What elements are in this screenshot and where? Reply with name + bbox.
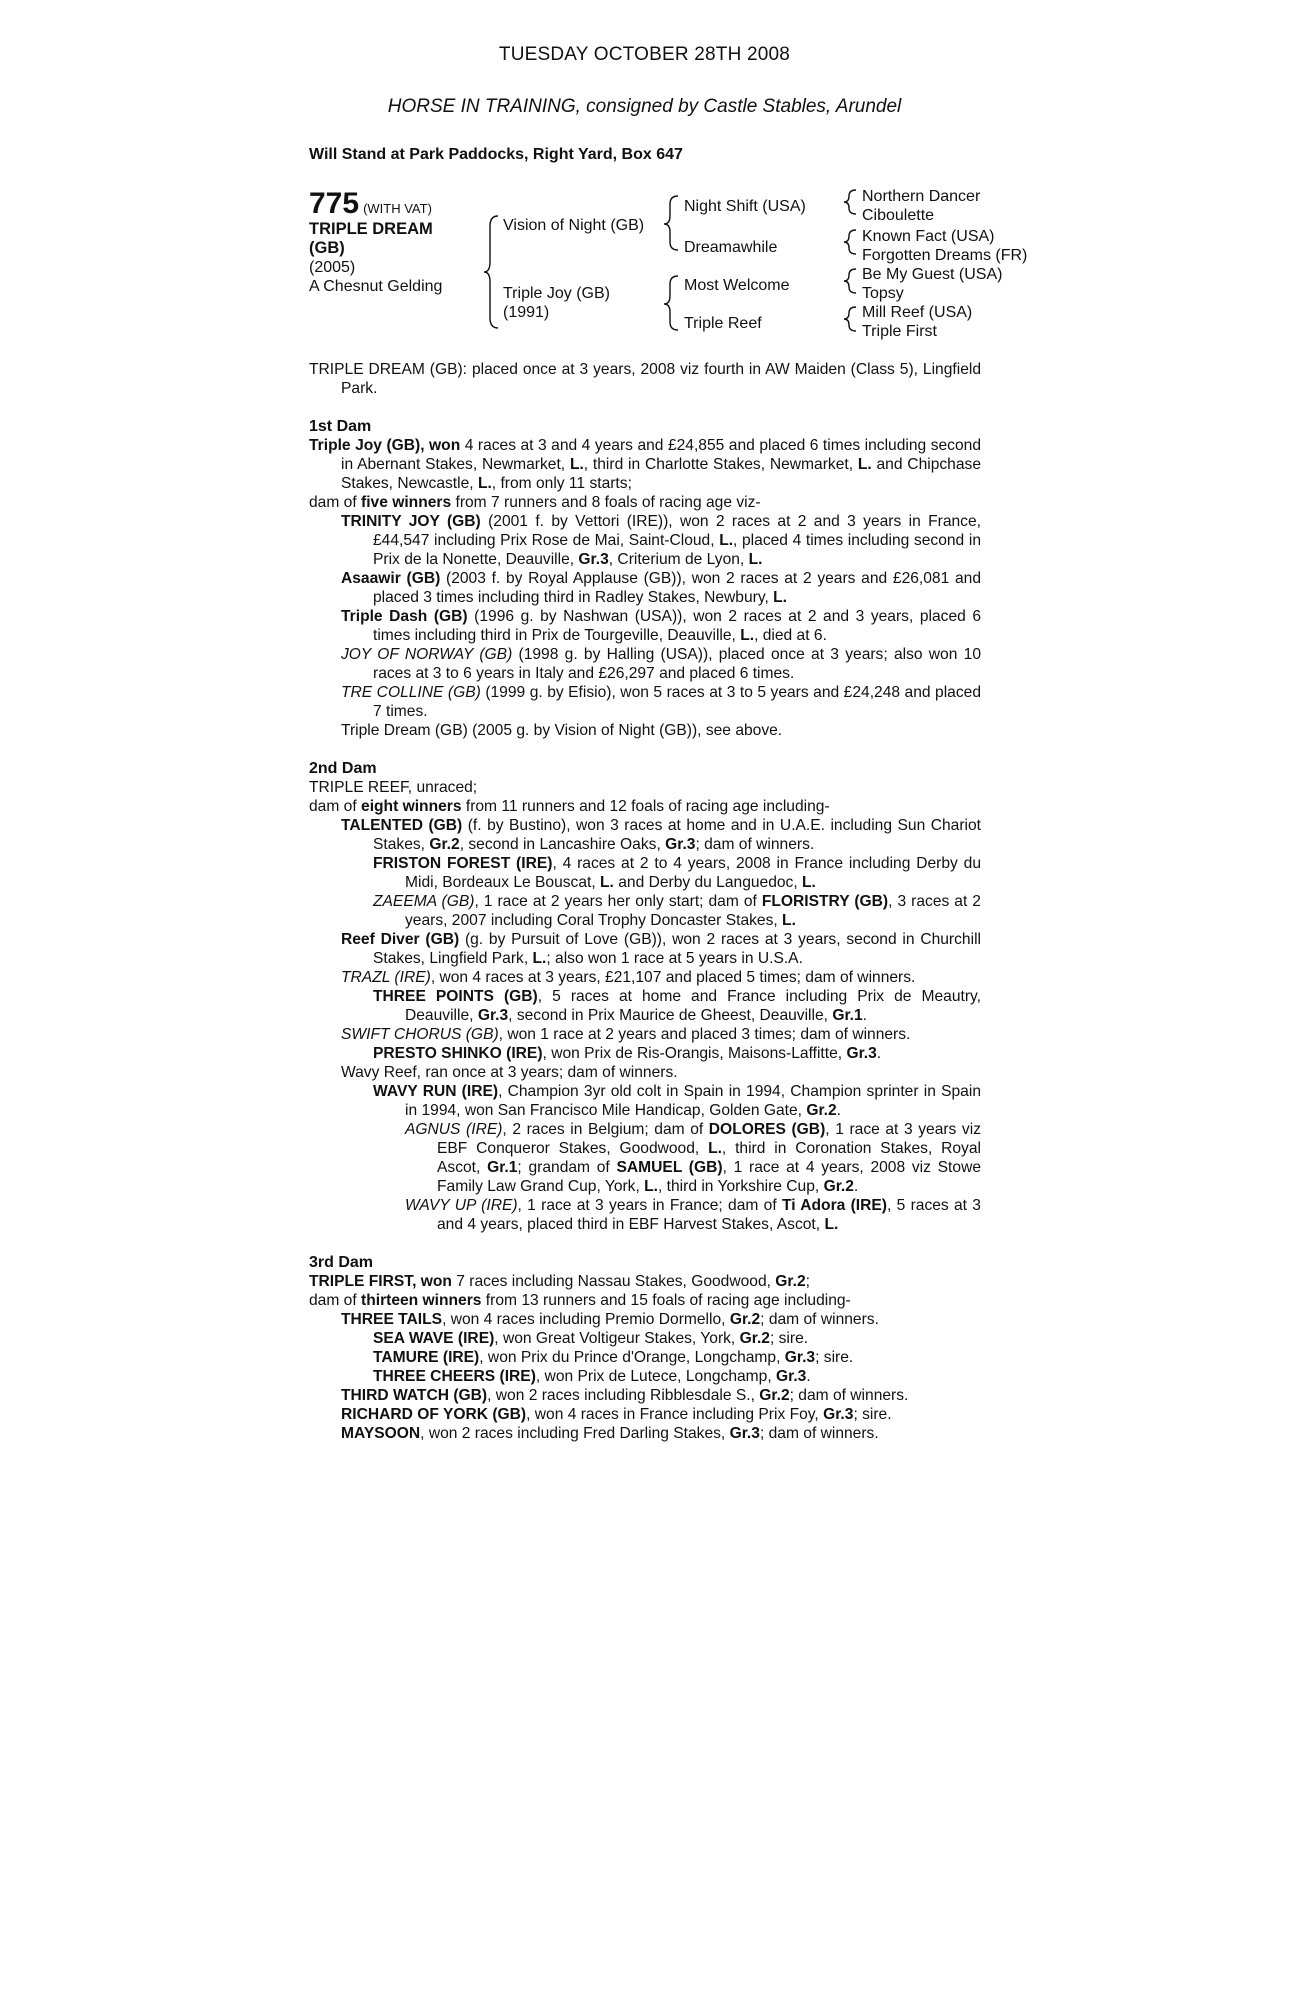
pedigree-g3-4: Forgotten Dreams (FR) (862, 247, 1028, 264)
produce-entry: ZAEEMA (GB), 1 race at 2 years her only start; dam of FLORISTRY (GB), 3 races at 2 years, 2007 including Coral Trophy Doncaster Stakes, L. (373, 893, 981, 929)
pedigree-sire: Vision of Night (GB) (503, 217, 645, 234)
pedigree-dam: Triple Joy (GB) (503, 285, 610, 302)
sale-date: TUESDAY OCTOBER 28TH 2008 (498, 44, 791, 65)
produce-entry: JOY OF NORWAY (GB) (1998 g. by Halling (USA)), placed once at 3 years; also won 10 races at 3 to 6 years in Italy and £26,297 and placed 6 times. (341, 646, 982, 682)
pedigree-g3-8: Triple First (862, 323, 937, 340)
pedigree-sire-sire: Night Shift (USA) (684, 198, 806, 215)
produce-entry: TRE COLLINE (GB) (1999 g. by Efisio), won 5 races at 3 to 5 years and £24,248 and placed 7 times. (341, 684, 981, 720)
pedigree-g3-2: Ciboulette (862, 207, 935, 224)
third-dam-produce-summary: dam of thirteen winners from 13 runners and 15 foals of racing age including- (309, 1292, 851, 1309)
produce-entry: PRESTO SHINKO (IRE), won Prix de Ris-Orangis, Maisons-Laffitte, Gr.3. (373, 1045, 882, 1062)
third-dam-heading: 3rd Dam (309, 1254, 374, 1271)
horse-name-suffix: (GB) (309, 239, 345, 257)
pedigree-g3-6: Topsy (862, 285, 904, 302)
produce-entry: FRISTON FOREST (IRE), 4 races at 2 to 4 years, 2008 in France including Derby du Midi, Bordeaux Le Bouscat, L. and Derby du Languedoc, L. (373, 855, 981, 891)
pedigree-sire-dam: Dreamawhile (684, 239, 778, 256)
pedigree-braces (0, 0, 1289, 360)
pedigree-dam-dam: Triple Reef (684, 315, 762, 332)
produce-entry: SWIFT CHORUS (GB), won 1 race at 2 years and placed 3 times; dam of winners. (341, 1026, 911, 1043)
produce-entry: MAYSOON, won 2 races including Fred Darling Stakes, Gr.3; dam of winners. (341, 1425, 879, 1442)
horse-description: A Chesnut Gelding (309, 278, 443, 295)
produce-entry: THREE TAILS, won 4 races including Premio Dormello, Gr.2; dam of winners. (341, 1311, 879, 1328)
consignment-subtitle: HORSE IN TRAINING, consigned by Castle Stables, Arundel (387, 96, 902, 117)
produce-entry: TALENTED (GB) (f. by Bustino), won 3 races at home and in U.A.E. including Sun Chariot Stakes, Gr.2, second in Lancashire Oaks, Gr.3; dam of winners. (341, 817, 981, 853)
produce-entry: WAVY RUN (IRE), Champion 3yr old colt in Spain in 1994, Champion sprinter in Spain in 1994, won San Francisco Mile Handicap, Golden Gate, Gr.2. (373, 1083, 981, 1119)
first-dam-record: Triple Joy (GB), won 4 races at 3 and 4 years and £24,855 and placed 6 times including second in Abernant Stakes, Newmarket, L., third in Charlotte Stakes, Newmarket, L. and Chipchase Stakes, Newcastle, L., from only 11 starts; (309, 437, 981, 492)
catalogue-body (309, 360, 981, 1443)
horse-name: TRIPLE DREAM (309, 220, 433, 238)
race-summary: TRIPLE DREAM (GB): placed once at 3 years, 2008 viz fourth in AW Maiden (Class 5), Lingfield Park. (309, 361, 981, 397)
produce-entry: TAMURE (IRE), won Prix du Prince d'Orange, Longchamp, Gr.3; sire. (373, 1349, 854, 1366)
produce-entry: THIRD WATCH (GB), won 2 races including Ribblesdale S., Gr.2; dam of winners. (341, 1387, 909, 1404)
pedigree-dam-sire: Most Welcome (684, 277, 790, 294)
produce-entry: THREE CHEERS (IRE), won Prix de Lutece, Longchamp, Gr.3. (373, 1368, 811, 1385)
pedigree-g3-3: Known Fact (USA) (862, 228, 995, 245)
second-dam-produce-summary: dam of eight winners from 11 runners and 12 foals of racing age including- (309, 798, 830, 815)
third-dam-record: TRIPLE FIRST, won 7 races including Nassau Stakes, Goodwood, Gr.2; (309, 1273, 810, 1290)
lot-number: 775 (309, 187, 360, 220)
produce-entry: Asaawir (GB) (2003 f. by Royal Applause (GB)), won 2 races at 2 years and £26,081 and placed 3 times including third in Radley Stakes, Newbury, L. (341, 570, 981, 606)
first-dam-produce-summary: dam of five winners from 7 runners and 8 foals of racing age viz- (309, 494, 761, 511)
second-dam-record: TRIPLE REEF, unraced; (309, 779, 478, 796)
pedigree-g3-1: Northern Dancer (862, 188, 981, 205)
produce-entry: WAVY UP (IRE), 1 race at 3 years in France; dam of Ti Adora (IRE), 5 races at 3 and 4 years, placed third in EBF Harvest Stakes, Ascot, L. (405, 1197, 981, 1233)
produce-entry: TRINITY JOY (GB) (2001 f. by Vettori (IRE)), won 2 races at 2 and 3 years in France, £44,547 including Prix Rose de Mai, Saint-Cloud, L., placed 4 times including second in Prix de la Nonette, Deauville, Gr.3, Criterium de Lyon, L. (341, 513, 981, 568)
vat-note: (WITH VAT) (363, 201, 432, 216)
produce-entry: TRAZL (IRE), won 4 races at 3 years, £21,107 and placed 5 times; dam of winners. (341, 969, 916, 986)
second-dam-heading: 2nd Dam (309, 760, 377, 777)
produce-entry: Triple Dream (GB) (2005 g. by Vision of Night (GB)), see above. (341, 722, 783, 739)
first-dam-heading: 1st Dam (309, 418, 372, 435)
produce-entry: AGNUS (IRE), 2 races in Belgium; dam of DOLORES (GB), 1 race at 3 years viz EBF Conqueror Stakes, Goodwood, L., third in Coronation Stakes, Royal Ascot, Gr.1; grandam of SAMUEL (GB), 1 race at 4 years, 2008 viz Stowe Family Law Grand Cup, York, L., third in Yorkshire Cup, Gr.2. (405, 1121, 981, 1195)
foaling-year: (2005) (309, 259, 356, 276)
pedigree-dam-year: (1991) (503, 304, 550, 321)
produce-entry: Triple Dash (GB) (1996 g. by Nashwan (USA)), won 2 races at 2 and 3 years, placed 6 times including third in Prix de Tourgeville, Deauville, L., died at 6. (341, 608, 982, 644)
produce-entry: Reef Diver (GB) (g. by Pursuit of Love (GB)), won 2 races at 3 years, second in Churchill Stakes, Lingfield Park, L.; also won 1 race at 5 years in U.S.A. (341, 931, 981, 967)
produce-entry: SEA WAVE (IRE), won Great Voltigeur Stakes, York, Gr.2; sire. (373, 1330, 809, 1347)
produce-entry: Wavy Reef, ran once at 3 years; dam of winners. (341, 1064, 678, 1081)
pedigree-g3-7: Mill Reef (USA) (862, 304, 973, 321)
pedigree-g3-5: Be My Guest (USA) (862, 266, 1003, 283)
produce-entry: THREE POINTS (GB), 5 races at home and France including Prix de Meautry, Deauville, Gr.3, second in Prix Maurice de Gheest, Deauville, Gr.1. (373, 988, 982, 1024)
produce-entry: RICHARD OF YORK (GB), won 4 races in France including Prix Foy, Gr.3; sire. (341, 1406, 892, 1423)
stand-location: Will Stand at Park Paddocks, Right Yard, Box 647 (309, 146, 683, 163)
